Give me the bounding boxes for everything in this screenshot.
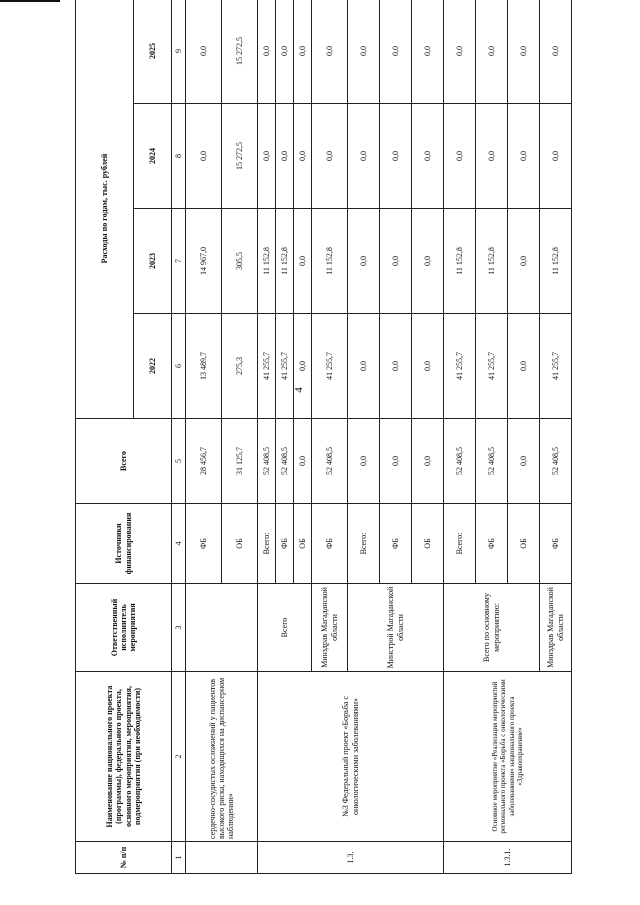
row-2023: 0,0 <box>380 209 412 314</box>
header-year-2024: 2024 <box>134 104 172 209</box>
row-2023: 0,0 <box>508 209 540 314</box>
row-source: ФБ <box>186 504 222 584</box>
row-num: 1.3. <box>258 842 444 874</box>
row-2024: 0,0 <box>412 104 444 209</box>
row-executor: Минстрой Магаданской области <box>348 584 444 672</box>
row-2024: 0,0 <box>508 104 540 209</box>
row-2023: 305,5 <box>222 209 258 314</box>
header-year-2025: 2025 <box>134 0 172 104</box>
row-source: ОБ <box>294 504 312 584</box>
row-2024: 0,0 <box>276 104 294 209</box>
row-total: 52 408,5 <box>258 419 276 504</box>
row-2025: 0,0 <box>412 0 444 104</box>
row-source: ФБ <box>312 504 348 584</box>
row-name: Основное мероприятие «Реализация мероприятий регионального проекта «Борьба с онкологическими заболеваниями» национального проекта «Здравоохранение» <box>444 672 572 842</box>
header-year-2023: 2023 <box>134 209 172 314</box>
row-total: 52 408,5 <box>312 419 348 504</box>
row-total: 0,0 <box>348 419 380 504</box>
row-2023: 11 152,8 <box>258 209 276 314</box>
row-name: сердечно-сосудистых осложнений у пациентов высокого риска, находящихся на диспансерном наблюдении» <box>186 672 258 842</box>
row-2023: 11 152,8 <box>476 209 508 314</box>
row-total: 0,0 <box>508 419 540 504</box>
row-2023: 11 152,8 <box>540 209 572 314</box>
colnum: 6 <box>172 314 186 419</box>
colnum: 7 <box>172 209 186 314</box>
row-executor: Всего по основному мероприятию: <box>444 584 540 672</box>
row-2022: 41 255,7 <box>258 314 276 419</box>
row-2023: 0,0 <box>348 209 380 314</box>
header-years-group: Расходы по годам, тыс. рублей <box>76 0 134 419</box>
row-source: ФБ <box>540 504 572 584</box>
row-source: ФБ <box>276 504 294 584</box>
row-total: 52 408,5 <box>444 419 476 504</box>
row-total: 0,0 <box>294 419 312 504</box>
row-2022: 0,0 <box>380 314 412 419</box>
row-2024: 0,0 <box>186 104 222 209</box>
row-total: 52 408,5 <box>276 419 294 504</box>
row-2024: 0,0 <box>294 104 312 209</box>
row-2024: 0,0 <box>476 104 508 209</box>
row-2024: 0,0 <box>444 104 476 209</box>
row-2022: 41 255,7 <box>540 314 572 419</box>
row-2022: 275,3 <box>222 314 258 419</box>
row-2025: 0,0 <box>312 0 348 104</box>
table-row <box>444 0 476 874</box>
row-source: Всего: <box>444 504 476 584</box>
row-num-empty <box>186 842 258 874</box>
row-2022: 13 489,7 <box>186 314 222 419</box>
budget-table <box>75 0 572 874</box>
header-num: № п/п <box>76 842 172 874</box>
row-2023: 0,0 <box>412 209 444 314</box>
row-2022: 41 255,7 <box>276 314 294 419</box>
row-2025: 0,0 <box>476 0 508 104</box>
row-source: ОБ <box>222 504 258 584</box>
header-year-2022: 2022 <box>134 314 172 419</box>
row-2022: 0,0 <box>508 314 540 419</box>
row-2024: 0,0 <box>380 104 412 209</box>
row-2022: 0,0 <box>348 314 380 419</box>
row-total: 0,0 <box>412 419 444 504</box>
row-2025: 0,0 <box>540 0 572 104</box>
row-2022: 41 255,7 <box>312 314 348 419</box>
top-edge-mark <box>0 0 60 2</box>
header-name: Наименование национального проекта (программы), федерального проекта, основного мероприятия, мероприятия, подмероприятия (при необходимости) <box>76 672 172 842</box>
row-source: ОБ <box>412 504 444 584</box>
colnum: 5 <box>172 419 186 504</box>
colnum: 9 <box>172 0 186 104</box>
row-2022: 0,0 <box>294 314 312 419</box>
row-2022: 41 255,7 <box>444 314 476 419</box>
row-executor: Минздрав Магаданской области <box>312 584 348 672</box>
row-total: 31 125,7 <box>222 419 258 504</box>
row-total: 28 456,7 <box>186 419 222 504</box>
row-2023: 14 967,0 <box>186 209 222 314</box>
row-2024: 0,0 <box>540 104 572 209</box>
row-2023: 0,0 <box>294 209 312 314</box>
row-2023: 11 152,8 <box>312 209 348 314</box>
row-total: 0,0 <box>380 419 412 504</box>
page-number: 4 <box>292 387 305 393</box>
row-2024: 0,0 <box>312 104 348 209</box>
row-executor: Минздрав Магаданской области <box>540 584 572 672</box>
colnum: 4 <box>172 504 186 584</box>
row-2024: 15 272,5 <box>222 104 258 209</box>
colnum: 2 <box>172 672 186 842</box>
row-source: ОБ <box>508 504 540 584</box>
header-source: Источники финансирования <box>76 504 172 584</box>
rotated-table-container <box>75 0 565 874</box>
row-2025: 15 272,5 <box>222 0 258 104</box>
row-2024: 0,0 <box>258 104 276 209</box>
row-2025: 0,0 <box>276 0 294 104</box>
row-2023: 11 152,8 <box>276 209 294 314</box>
row-name: №3 Федеральный проект «Борьба с онкологическими заболеваниями» <box>258 672 444 842</box>
row-2025: 0,0 <box>258 0 276 104</box>
row-2023: 11 152,8 <box>444 209 476 314</box>
row-2025: 0,0 <box>380 0 412 104</box>
row-total: 52 408,5 <box>540 419 572 504</box>
row-source: Всего: <box>258 504 276 584</box>
row-2022: 41 255,7 <box>476 314 508 419</box>
header-executor: Ответственный исполнитель мероприятия <box>76 584 172 672</box>
row-2025: 0,0 <box>444 0 476 104</box>
row-2022: 0,0 <box>412 314 444 419</box>
table-row <box>258 0 276 874</box>
row-source: ФБ <box>476 504 508 584</box>
colnum: 1 <box>172 842 186 874</box>
row-total: 52 408,5 <box>476 419 508 504</box>
colnum: 8 <box>172 104 186 209</box>
table-row <box>186 0 222 874</box>
row-2024: 0,0 <box>348 104 380 209</box>
row-source: Всего: <box>348 504 380 584</box>
row-2025: 0,0 <box>186 0 222 104</box>
header-total: Всего <box>76 419 172 504</box>
row-executor-empty <box>186 584 258 672</box>
row-2025: 0,0 <box>294 0 312 104</box>
colnum: 3 <box>172 584 186 672</box>
row-source: ФБ <box>380 504 412 584</box>
row-num: 1.3.1. <box>444 842 572 874</box>
row-2025: 0,0 <box>508 0 540 104</box>
row-executor: Всего <box>258 584 312 672</box>
row-2025: 0,0 <box>348 0 380 104</box>
